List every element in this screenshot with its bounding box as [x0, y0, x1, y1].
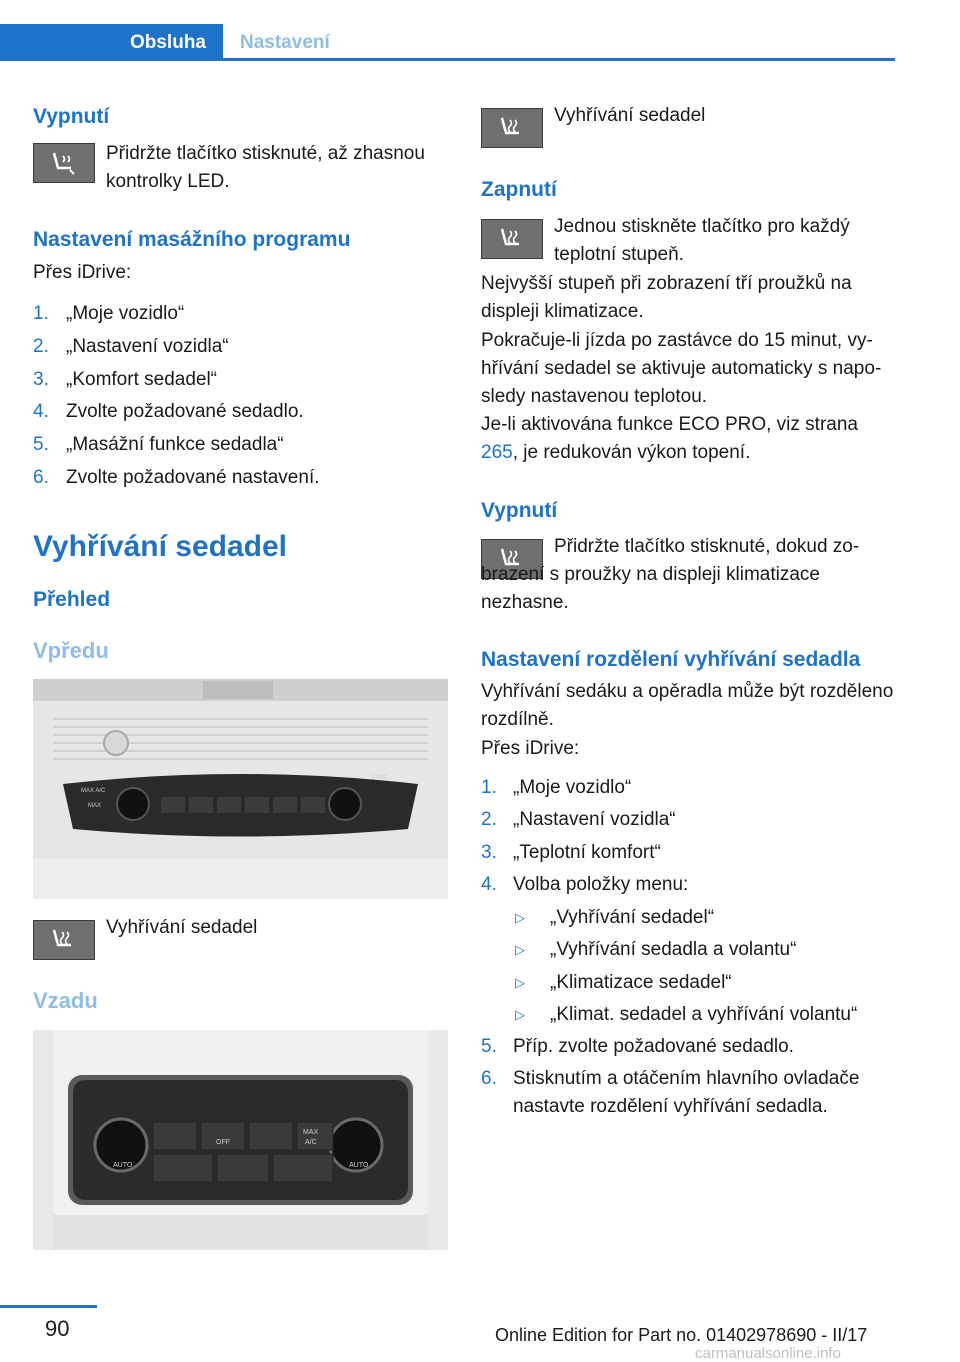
- step-num: 6.: [33, 467, 49, 488]
- watermark-text: carmanualsonline.info: [695, 1345, 841, 1362]
- list-item: Volba položky menu:: [513, 874, 689, 895]
- bullet-triangle-icon: ▷: [515, 910, 525, 925]
- front-console-photo: [33, 679, 448, 899]
- list-item: „Masážní funkce sedadla“: [66, 434, 284, 455]
- massage-heading: Nastavení masážního programu: [33, 228, 351, 251]
- para-highest-level: Nejvyšší stupeň při zobrazení tří proužků na displeji klimatizace.: [481, 273, 852, 322]
- tab-obsluha[interactable]: Obsluha: [0, 24, 223, 61]
- para-eco-pro-after: , je redukován výkon topení.: [512, 442, 751, 463]
- split-heading: Nastavení rozdělení vyhřívání sedadla: [481, 648, 861, 671]
- list-item: „Moje vozidlo“: [513, 777, 632, 798]
- seat-ventilation-icon: [33, 143, 95, 183]
- via-idrive-left: Přes iDrive:: [33, 262, 132, 283]
- max-label: MAX: [88, 803, 102, 809]
- list-item: „Vyhřívání sedadel“: [550, 907, 715, 928]
- page-link-265[interactable]: 265: [481, 442, 513, 463]
- list-item: Stisknutím a otáčením hlavního ovladače nastavte rozdělení vyhřívání sedadla.: [513, 1068, 860, 1117]
- bullet-triangle-icon: ▷: [515, 942, 525, 957]
- seat-heating-icon: [481, 108, 543, 148]
- list-item: „Komfort sedadel“: [66, 369, 218, 390]
- bullet-triangle-icon: ▷: [515, 1007, 525, 1022]
- step-num: 4.: [481, 874, 497, 895]
- edition-text: Online Edition for Part no. 01402978690 - II/17: [495, 1325, 868, 1345]
- section-title: Vyhřívání sedadel: [33, 530, 288, 563]
- sync-label: SYNC: [371, 775, 388, 781]
- footer-divider: [0, 1305, 97, 1308]
- step-num: 3.: [33, 369, 49, 390]
- step-num: 3.: [481, 842, 497, 863]
- rear-ac-label: A/C: [305, 1139, 317, 1146]
- step-num: 2.: [481, 809, 497, 830]
- rear-heading: Vzadu: [33, 988, 98, 1013]
- via-idrive-right: Přes iDrive:: [481, 738, 580, 759]
- para-eco-pro: [481, 411, 896, 467]
- step-num: 5.: [481, 1036, 497, 1057]
- max-ac-label: MAX A/C: [81, 788, 106, 794]
- front-heading: Vpředu: [33, 638, 109, 663]
- rear-auto-left: AUTO: [113, 1162, 133, 1169]
- off-text-left: Přidržte tlačítko stisknuté, až zhasnou kontrolky LED.: [106, 143, 425, 192]
- front-caption: Vyhřívání sedadel: [106, 917, 258, 938]
- page-number: 90: [45, 1316, 70, 1341]
- list-item: „Teplotní komfort“: [513, 842, 661, 863]
- rear-auto-right: AUTO: [349, 1162, 369, 1169]
- para-auto-resume: Pokračuje-li jízda po zastávce do 15 minut, vyhřívání sedadel se aktivuje automaticky s naposledy nastavenou teplotou.: [481, 330, 882, 407]
- list-item: „Klimatizace sedadel“: [550, 972, 732, 993]
- step-num: 4.: [33, 401, 49, 422]
- rear-console-photo: [33, 1030, 448, 1250]
- step-num: 2.: [33, 336, 49, 357]
- off-heading-left: Vypnutí: [33, 105, 110, 128]
- list-item: „Klimat. sedadel a vyhřívání volantu“: [550, 1004, 858, 1025]
- off-heading-right: Vypnutí: [481, 499, 558, 522]
- list-item: „Nastavení vozidla“: [513, 809, 676, 830]
- split-text: Vyhřívání sedáku a opěradla může být rozděleno rozdílně.: [481, 681, 894, 730]
- right-top-caption: Vyhřívání sedadel: [554, 105, 706, 126]
- on-heading: Zapnutí: [481, 178, 557, 201]
- list-item: Příp. zvolte požadované sedadlo.: [513, 1036, 794, 1057]
- step-num: 1.: [33, 303, 49, 324]
- on-text: Jednou stiskněte tlačítko pro každý teplotní stupeň.: [554, 216, 850, 265]
- header-divider: [0, 58, 895, 61]
- overview-heading: Přehled: [33, 588, 111, 611]
- para-eco-pro-before: Je-li aktivována funkce ECO PRO, viz strana: [481, 414, 858, 435]
- step-num: 6.: [481, 1068, 497, 1089]
- rear-max-label: MAX: [303, 1129, 319, 1136]
- rear-off-label: OFF: [216, 1139, 230, 1146]
- list-item: Zvolte požadované nastavení.: [66, 467, 320, 488]
- step-num: 1.: [481, 777, 497, 798]
- list-item: „Nastavení vozidla“: [66, 336, 229, 357]
- list-item: Zvolte požadované sedadlo.: [66, 401, 304, 422]
- off-text-right: Přidržte tlačítko stisknuté, dokud zobrazení s proužky na displeji klimatizace nezhasne.: [481, 536, 860, 613]
- tab-nastaveni[interactable]: Nastavení: [240, 31, 330, 53]
- list-item: „Moje vozidlo“: [66, 303, 185, 324]
- step-num: 5.: [33, 434, 49, 455]
- seat-heating-icon: [33, 920, 95, 960]
- header-bar: [0, 0, 895, 62]
- bullet-triangle-icon: ▷: [515, 975, 525, 990]
- seat-heating-icon: [481, 219, 543, 259]
- list-item: „Vyhřívání sedadla a volantu“: [550, 939, 797, 960]
